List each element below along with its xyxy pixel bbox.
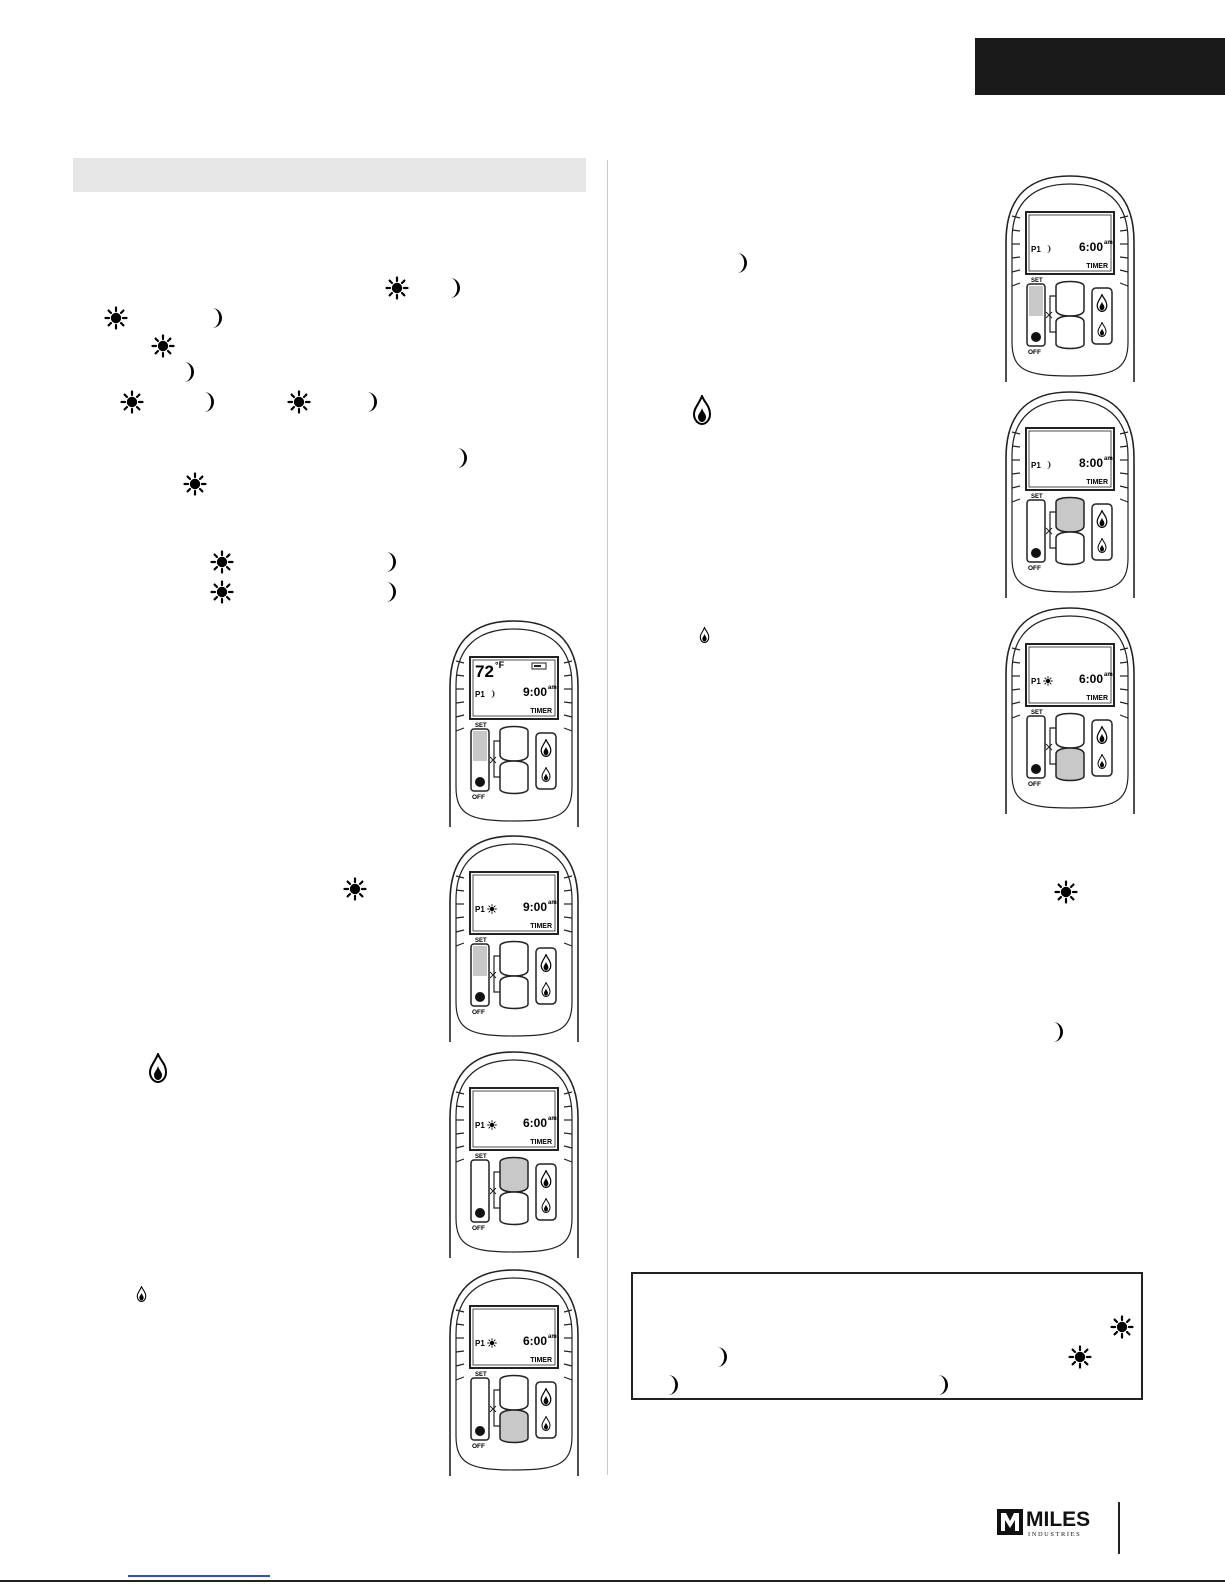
down-button[interactable] [1056,748,1084,781]
flame-large-icon [692,395,712,425]
sun-icon [1110,1315,1134,1339]
logo-text: MILES [1026,1508,1091,1531]
moon-icon [204,306,228,330]
off-label: OFF [472,1225,485,1232]
lcd-ampm: am [1104,240,1113,246]
slider-knob [1031,332,1041,342]
slider-knob [1031,764,1041,774]
slider-highlight [1029,286,1043,316]
logo-subtext: INDUSTRIES [1028,1531,1082,1538]
remote-body [1006,392,1134,598]
lcd-time: 6:00 [1078,672,1103,686]
remote-control-illustration [1004,604,1136,816]
moon-icon [442,276,466,300]
set-label: SET [475,1154,487,1160]
down-button[interactable] [1056,532,1084,565]
flame-button-panel[interactable] [1092,504,1112,560]
remote-control-illustration [448,1048,580,1260]
sun-icon [488,1121,497,1130]
lcd-time: 9:00 [522,900,547,914]
sun-icon [287,390,311,414]
moon-icon [449,446,473,470]
moon-icon [660,1373,684,1397]
flame-button-panel[interactable] [536,1382,556,1438]
up-button[interactable] [1056,714,1084,749]
moon-icon [378,580,402,604]
lcd-program: P1 [1031,245,1041,254]
lcd-timer-label: TIMER [530,708,552,715]
slider-knob [475,777,485,787]
lcd-ampm: am [548,685,557,691]
moon-icon [378,550,402,574]
flame-button-panel[interactable] [536,1164,556,1220]
sun-icon [151,334,175,358]
lcd-program: P1 [1031,461,1041,470]
moon-icon [176,360,200,384]
sun-icon [120,390,144,414]
flame-button-panel[interactable] [536,733,556,789]
sun-icon [210,580,234,604]
remote-body [450,621,578,827]
off-label: OFF [472,1443,485,1450]
moon-icon [930,1373,954,1397]
lcd-program: P1 [1031,677,1041,686]
off-label: OFF [472,794,485,801]
up-button[interactable] [500,942,528,977]
lcd-program: P1 [475,905,485,914]
sun-icon [385,276,409,300]
remote-body [450,1270,578,1476]
sun-icon [1044,677,1053,686]
up-button[interactable] [500,1158,528,1193]
set-label: SET [475,1372,487,1378]
off-label: OFF [1028,565,1041,572]
slider-knob [1031,548,1041,558]
slider-knob [475,1208,485,1218]
battery-level [534,665,541,667]
remote-body [450,836,578,1042]
set-label: SET [1031,710,1043,716]
set-label: SET [475,938,487,944]
off-label: OFF [1028,781,1041,788]
lcd-timer-label: TIMER [1086,263,1108,270]
off-label: OFF [1028,349,1041,356]
up-button[interactable] [500,727,528,762]
flame-button-panel[interactable] [536,948,556,1004]
lcd-time: 9:00 [522,685,547,699]
off-label: OFF [472,1009,485,1016]
footer-rule [0,1580,1225,1582]
lcd-timer-label: TIMER [530,1139,552,1146]
lcd-time: 8:00 [1078,456,1103,470]
remote-body [450,1052,578,1258]
set-label: SET [1031,278,1043,284]
remote-control-illustration [1004,172,1136,384]
down-button[interactable] [500,761,528,794]
sun-icon [343,877,367,901]
remote-control-illustration [1004,388,1136,600]
lcd-ampm: am [548,1334,557,1340]
set-label: SET [475,723,487,729]
note-box [631,1272,1143,1400]
flame-large-icon [148,1053,168,1083]
remote-control-illustration [448,617,580,829]
lcd-program: P1 [475,690,485,699]
header-tab [975,38,1225,95]
down-button[interactable] [500,1192,528,1225]
up-button[interactable] [1056,498,1084,533]
lcd-timer-label: TIMER [530,1357,552,1364]
footer-link-underline[interactable] [128,1575,270,1577]
remote-body [1006,608,1134,814]
moon-icon [359,390,383,414]
lcd-timer-label: TIMER [1086,479,1108,486]
down-button[interactable] [500,1410,528,1443]
slider-knob [475,1426,485,1436]
flame-small-icon [136,1286,147,1302]
down-button[interactable] [500,976,528,1009]
moon-icon [729,251,753,275]
lcd-temperature: 72 [475,662,494,681]
lcd-time: 6:00 [522,1116,547,1130]
remote-body [1006,176,1134,382]
up-button[interactable] [1056,282,1084,317]
set-label: SET [1031,494,1043,500]
sun-icon [1054,880,1078,904]
moon-icon [1045,1020,1069,1044]
slider-highlight [473,731,487,761]
sun-icon [183,472,207,496]
lcd-ampm: am [548,1116,557,1122]
slider-highlight [473,946,487,976]
lcd-time: 6:00 [522,1334,547,1348]
section-header-bar [73,158,586,192]
sun-icon [104,306,128,330]
lcd-ampm: am [1104,672,1113,678]
lcd-timer-label: TIMER [530,923,552,930]
sun-icon [1068,1345,1092,1369]
lcd-program: P1 [475,1339,485,1348]
flame-small-icon [699,627,710,643]
flame-button-panel[interactable] [1092,720,1112,776]
sun-icon [488,1339,497,1348]
lcd-time: 6:00 [1078,240,1103,254]
lcd-program: P1 [475,1121,485,1130]
sun-icon [488,905,497,914]
moon-icon [709,1345,733,1369]
lcd-timer-label: TIMER [1086,695,1108,702]
lcd-ampm: am [548,900,557,906]
slider-knob [475,992,485,1002]
flame-button-panel[interactable] [1092,288,1112,344]
lcd-ampm: am [1104,456,1113,462]
down-button[interactable] [1056,316,1084,349]
sun-icon [210,550,234,574]
remote-control-illustration [448,1266,580,1478]
column-divider [607,160,608,1475]
miles-industries-logo [997,1505,1102,1541]
lcd-temp-unit: °F [495,660,505,670]
up-button[interactable] [500,1376,528,1411]
moon-icon [196,390,220,414]
remote-control-illustration [448,832,580,1044]
logo-divider [1118,1502,1120,1554]
